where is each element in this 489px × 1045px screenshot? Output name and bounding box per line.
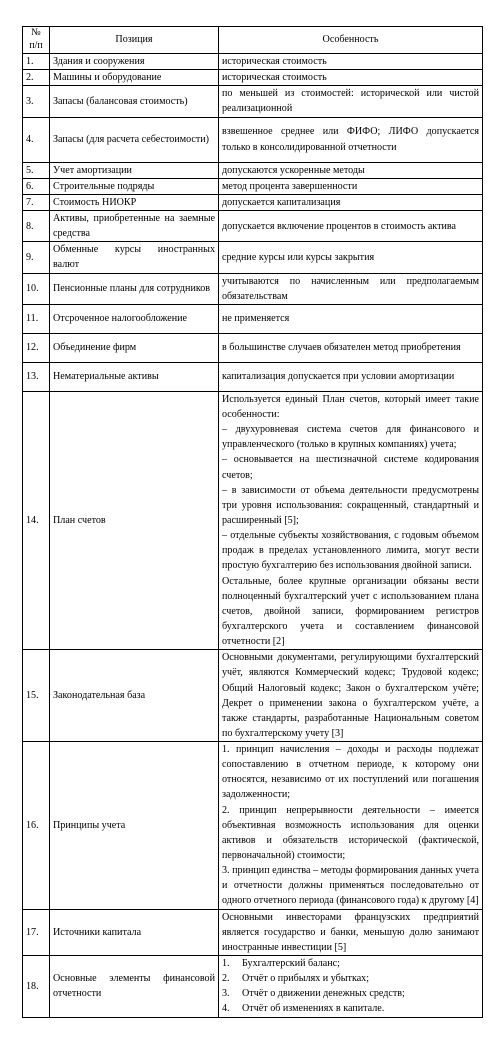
chart-of-accounts-intro: Используется единый План счетов, который имеет такие особенности: xyxy=(222,393,479,420)
list-item-number: 4. xyxy=(222,1003,230,1015)
row-feature: учитываются по начисленным или предполагаемым обязательствам xyxy=(219,273,483,304)
table-row xyxy=(23,54,483,70)
row-position: Пенсионные планы для сотрудников xyxy=(50,273,219,304)
row-feature: средние курсы или курсы закрытия xyxy=(219,242,483,273)
row-position: Нематериальные активы xyxy=(50,362,219,391)
row-feature xyxy=(219,391,483,649)
row-number: 6. xyxy=(23,178,50,194)
row-number: 5. xyxy=(23,162,50,178)
row-number: 16. xyxy=(23,742,50,910)
table-row xyxy=(23,86,483,117)
row-position: План счетов xyxy=(50,391,219,649)
row-number: 2. xyxy=(23,70,50,86)
row-number: 14. xyxy=(23,391,50,649)
list-item-number: 3. xyxy=(222,988,230,1000)
table-row xyxy=(23,362,483,391)
list-item xyxy=(222,971,479,986)
row-feature: допускается включение процентов в стоимость актива xyxy=(219,210,483,241)
row-position: Здания и сооружения xyxy=(50,54,219,70)
row-number: 8. xyxy=(23,210,50,241)
list-item-text: Отчёт о движении денежных средств; xyxy=(242,988,405,1000)
row-feature: не применяется xyxy=(219,304,483,333)
row-position: Активы, приобретенные на заемные средства xyxy=(50,210,219,241)
row-feature xyxy=(219,956,483,1018)
list-item: – отдельные субъекты хозяйствования, с годовым объемом продаж в пределах установленного лимита, могут вести простую бухгалтерию без использования двойной записи. xyxy=(222,530,479,572)
accounting-features-table xyxy=(22,26,483,1018)
header-feature: Особенность xyxy=(219,27,483,54)
row-feature: по меньшей из стоимостей: исторической или чистой реализационной xyxy=(219,86,483,117)
table-row xyxy=(23,210,483,241)
table-row xyxy=(23,162,483,178)
list-item: – основывается на шестизначной системе кодирования счетов; xyxy=(222,454,479,481)
list-item xyxy=(222,986,479,1001)
table-row xyxy=(23,650,483,742)
row-position: Отсроченное налогообложение xyxy=(50,304,219,333)
table-header-row xyxy=(23,27,483,54)
row-position: Машины и оборудование xyxy=(50,70,219,86)
row-feature: в большинстве случаев обязателен метод приобретения xyxy=(219,333,483,362)
list-item-text: Отчёт об изменениях в капитале. xyxy=(242,1003,385,1015)
list-item-text: Бухгалтерский баланс; xyxy=(242,958,340,970)
row-position: Основные элементы финансовой отчетности xyxy=(50,956,219,1018)
table-row xyxy=(23,70,483,86)
row-feature: взвешенное среднее или ФИФО; ЛИФО допускается только в консолидированной отчетности xyxy=(219,117,483,162)
list-item: 2. принцип непрерывности деятельности – имеется объективная возможность использования для оценки активов и обязательств исторической (фактической, первоначальной) стоимости; xyxy=(222,804,479,862)
table-row xyxy=(23,242,483,273)
row-feature: Основными инвесторами французских предприятий является государство и банки, меньшую долю занимают иностранные инвестиции [5] xyxy=(219,909,483,955)
row-number: 1. xyxy=(23,54,50,70)
header-number-line2: п/п xyxy=(29,40,43,51)
table-row xyxy=(23,273,483,304)
row-position: Обменные курсы иностранных валют xyxy=(50,242,219,273)
row-number: 3. xyxy=(23,86,50,117)
row-number: 7. xyxy=(23,194,50,210)
row-number: 15. xyxy=(23,650,50,742)
row-feature: капитализация допускается при условии амортизации xyxy=(219,362,483,391)
list-item: 3. принцип единства – методы формирования данных учета и отчетности должны применяться последовательно от одного отчетного периода (финансового года) к другому [4] xyxy=(222,865,479,907)
table-row xyxy=(23,194,483,210)
list-item: – двухуровневая система счетов для финансового и управленческого (только в крупных компаниях) учета; xyxy=(222,424,479,451)
table-row xyxy=(23,956,483,1018)
row-number: 13. xyxy=(23,362,50,391)
row-position: Запасы (балансовая стоимость) xyxy=(50,86,219,117)
row-feature: историческая стоимость xyxy=(219,70,483,86)
list-item-number: 2. xyxy=(222,973,230,985)
row-number: 17. xyxy=(23,909,50,955)
list-item-text: Отчёт о прибылях и убытках; xyxy=(242,973,370,985)
table-row xyxy=(23,178,483,194)
row-number: 9. xyxy=(23,242,50,273)
row-position: Строительные подряды xyxy=(50,178,219,194)
row-number: 11. xyxy=(23,304,50,333)
table-row xyxy=(23,742,483,910)
header-number-line1: № xyxy=(31,27,41,39)
row-position: Законодательная база xyxy=(50,650,219,742)
chart-of-accounts-outro: Остальные, более крупные организации обязаны вести полноценный бухгалтерский учет с использованием плана счетов, двойной записи, формированием регистров бухгалтерского учета и составлением финансовой отчетности [2] xyxy=(222,575,479,648)
header-number xyxy=(23,27,50,54)
row-feature xyxy=(219,742,483,910)
table-row xyxy=(23,333,483,362)
row-feature: допускается капитализация xyxy=(219,194,483,210)
table-row xyxy=(23,304,483,333)
list-item: – в зависимости от объема деятельности предусмотрены три уровня использования: сокращенный, стандартный и расширенный [5]; xyxy=(222,484,479,526)
row-position: Принципы учета xyxy=(50,742,219,910)
row-feature: метод процента завершенности xyxy=(219,178,483,194)
list-item xyxy=(222,956,479,971)
row-feature: допускаются ускоренные методы xyxy=(219,162,483,178)
list-item: 1. принцип начисления – доходы и расходы подлежат сопоставлению в отчетном периоде, к которому они относятся, независимо от их поступлений или погашения задолженности; xyxy=(222,744,479,801)
table-row xyxy=(23,391,483,649)
row-number: 18. xyxy=(23,956,50,1018)
table-row xyxy=(23,117,483,162)
list-item-number: 1. xyxy=(222,958,230,970)
row-position: Источники капитала xyxy=(50,909,219,955)
row-position: Стоимость НИОКР xyxy=(50,194,219,210)
row-number: 4. xyxy=(23,117,50,162)
row-position: Запасы (для расчета себестоимости) xyxy=(50,117,219,162)
table-row xyxy=(23,909,483,955)
row-number: 12. xyxy=(23,333,50,362)
list-item xyxy=(222,1001,479,1016)
row-feature: историческая стоимость xyxy=(219,54,483,70)
row-position: Учет амортизации xyxy=(50,162,219,178)
header-position: Позиция xyxy=(50,27,219,54)
row-number: 10. xyxy=(23,273,50,304)
row-feature: Основными документами, регулирующими бухгалтерский учёт, являются Коммерческий кодекс; Трудовой кодекс; Общий Налоговый кодекс; Закон о бухгалтерском учёте; Декрет о применении закона о бухгалтерском учёте, а также стандарты, разработанные Национальным советом по бухгалтерскому учету [3] xyxy=(219,650,483,742)
row-position: Объединение фирм xyxy=(50,333,219,362)
